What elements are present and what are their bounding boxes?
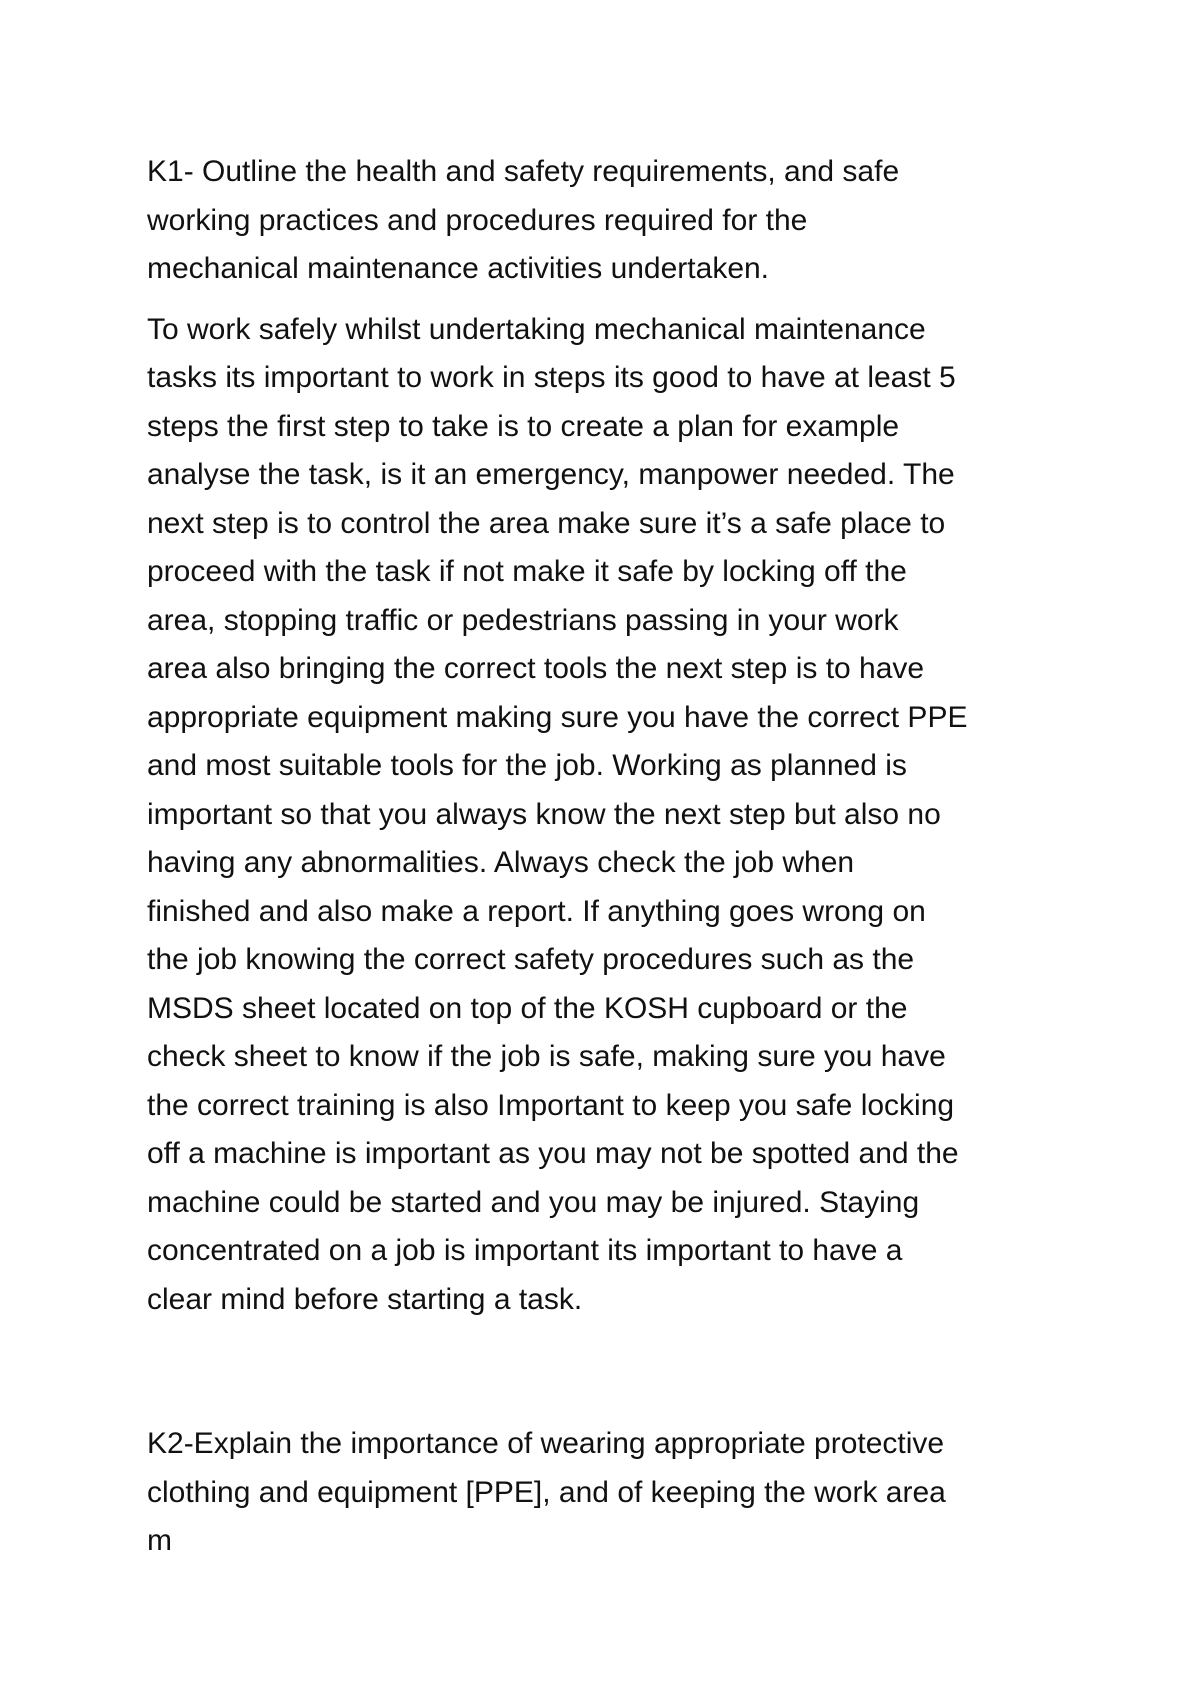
text-line: analyse the task, is it an emergency, manpower needed. The xyxy=(147,458,955,491)
text-line: K2-Explain the importance of wearing appropriate protective xyxy=(147,1427,945,1460)
text-line: K1- Outline the health and safety requirements, and safe xyxy=(147,155,900,188)
text-line: the correct training is also Important to keep you safe locking xyxy=(147,1088,955,1122)
text-line: steps the first step to take is to create a plan for example xyxy=(147,409,900,443)
text-line: important so that you always know the next step but also no xyxy=(147,797,941,831)
text-line: finished and also make a report. If anything goes wrong on xyxy=(147,894,926,928)
text-line: clothing and equipment [PPE], and of keeping the work area xyxy=(147,1475,946,1509)
text-line: area, stopping traffic or pedestrians passing in your work xyxy=(147,603,899,637)
text-line: clear mind before starting a task. xyxy=(147,1282,583,1316)
text-line: check sheet to know if the job is safe, making sure you have xyxy=(147,1040,946,1073)
text-line: tasks its important to work in steps its good to have at least 5 xyxy=(147,361,956,394)
text-line: machine could be started and you may be injured. Staying xyxy=(147,1185,920,1219)
text-line: To work safely whilst undertaking mechanical maintenance xyxy=(147,312,926,346)
text-line: concentrated on a job is important its important to have a xyxy=(147,1234,903,1267)
text-line: next step is to control the area make sure it’s a safe place to xyxy=(147,506,946,540)
k2-heading xyxy=(147,1420,1077,1566)
text-line: m xyxy=(147,1524,172,1557)
text-line: having any abnormalities. Always check the job when xyxy=(147,846,855,879)
text-line: and most suitable tools for the job. Working as planned is xyxy=(147,749,907,782)
text-line: mechanical maintenance activities undertaken. xyxy=(147,252,770,285)
text-line: MSDS sheet located on top of the KOSH cupboard or the xyxy=(147,991,908,1025)
text-line: appropriate equipment making sure you have the correct PPE xyxy=(147,700,968,734)
k1-heading xyxy=(147,148,1077,294)
text-line: working practices and procedures required for the xyxy=(147,203,808,237)
document-content xyxy=(147,148,1077,1566)
text-line: area also bringing the correct tools the next step is to have xyxy=(147,652,925,685)
text-line: off a machine is important as you may not be spotted and the xyxy=(147,1137,959,1170)
k1-body-paragraph xyxy=(147,306,1077,1325)
text-line: the job knowing the correct safety procedures such as the xyxy=(147,943,915,976)
text-line: proceed with the task if not make it safe by locking off the xyxy=(147,555,907,588)
